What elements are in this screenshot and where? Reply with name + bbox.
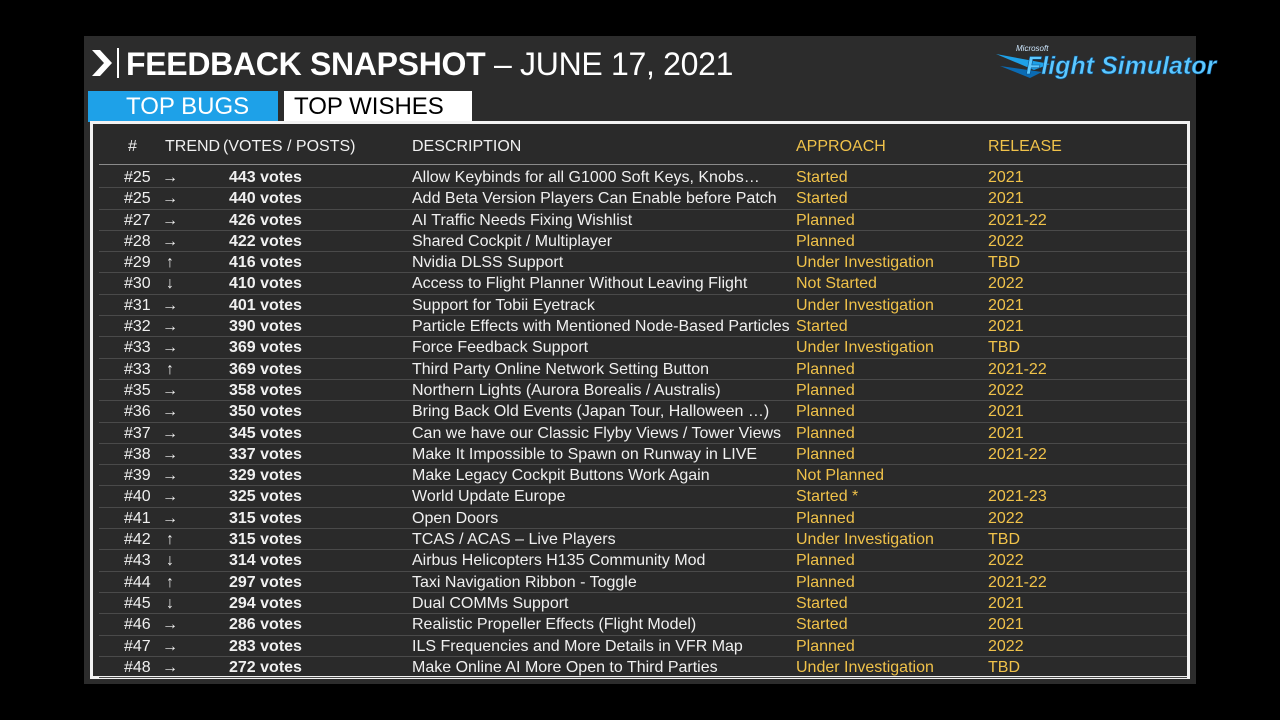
trend-arrow-icon: → — [162, 658, 178, 676]
row-description: Support for Tobii Eyetrack — [412, 296, 595, 314]
table-row — [99, 359, 1187, 380]
trend-arrow-icon: → — [162, 296, 178, 314]
row-description: Access to Flight Planner Without Leaving Flight — [412, 275, 748, 293]
row-approach: Planned — [796, 381, 855, 399]
row-rank: #39 — [124, 467, 151, 485]
row-description: AI Traffic Needs Fixing Wishlist — [412, 211, 633, 229]
row-approach: Started — [796, 594, 848, 612]
tab-top-wishes[interactable]: TOP WISHES — [284, 91, 472, 122]
row-votes: 369 votes — [229, 339, 302, 357]
row-votes: 440 votes — [229, 190, 302, 208]
row-release: 2021 — [988, 403, 1024, 421]
row-description: World Update Europe — [412, 488, 566, 506]
row-release: TBD — [988, 254, 1020, 272]
tab-top-bugs[interactable]: TOP BUGS — [88, 91, 278, 122]
row-approach: Started — [796, 169, 848, 186]
table-row — [99, 593, 1187, 614]
row-approach: Started — [796, 318, 848, 336]
table-row — [99, 529, 1187, 550]
row-rank: #41 — [124, 509, 151, 527]
trend-arrow-icon: → — [162, 637, 178, 655]
header-divider — [99, 164, 1187, 165]
trend-arrow-icon: → — [162, 339, 178, 357]
title-date: – JUNE 17, 2021 — [493, 46, 734, 82]
table-row — [99, 508, 1187, 529]
logo-text: Flight Simulator — [1026, 52, 1217, 80]
row-rank: #46 — [124, 616, 151, 634]
row-description: Make Online AI More Open to Third Parties — [412, 658, 718, 676]
row-rank: #33 — [124, 360, 151, 378]
title-separator — [117, 48, 119, 78]
trend-arrow-icon: → — [162, 381, 178, 399]
row-approach: Started — [796, 616, 848, 634]
row-votes: 401 votes — [229, 296, 302, 314]
row-description: Make Legacy Cockpit Buttons Work Again — [412, 467, 710, 485]
row-approach: Started — [796, 190, 848, 208]
trend-arrow-icon: ↑ — [166, 254, 174, 272]
row-rank: #40 — [124, 488, 151, 506]
table-row — [99, 252, 1187, 273]
row-description: Taxi Navigation Ribbon - Toggle — [412, 573, 637, 591]
row-rank: #42 — [124, 531, 151, 549]
trend-arrow-icon: ↑ — [166, 531, 174, 549]
row-rank: #25 — [124, 169, 151, 186]
trend-arrow-icon: ↑ — [166, 573, 174, 591]
row-description: TCAS / ACAS – Live Players — [412, 531, 616, 549]
row-approach: Planned — [796, 232, 855, 250]
table-row — [99, 444, 1187, 465]
row-description: Realistic Propeller Effects (Flight Model) — [412, 616, 697, 634]
row-votes: 369 votes — [229, 360, 302, 378]
row-approach: Planned — [796, 573, 855, 591]
row-rank: #33 — [124, 339, 151, 357]
title-main: FEEDBACK SNAPSHOT — [126, 46, 486, 82]
trend-arrow-icon: → — [162, 211, 178, 229]
trend-arrow-icon: → — [162, 232, 178, 250]
table-row — [99, 167, 1187, 188]
row-approach: Planned — [796, 424, 855, 442]
row-release: TBD — [988, 531, 1020, 549]
row-rank: #47 — [124, 637, 151, 655]
table-row — [99, 337, 1187, 358]
row-release: 2021-22 — [988, 211, 1047, 229]
row-approach: Under Investigation — [796, 531, 934, 549]
row-approach: Planned — [796, 403, 855, 421]
row-description: Add Beta Version Players Can Enable before Patch — [412, 190, 777, 208]
row-description: Airbus Helicopters H135 Community Mod — [412, 552, 706, 570]
row-votes: 337 votes — [229, 445, 302, 463]
col-header-trend: TREND — [165, 138, 221, 155]
table-body — [99, 167, 1187, 678]
row-rank: #44 — [124, 573, 151, 591]
row-description: Open Doors — [412, 509, 499, 527]
row-description: Third Party Online Network Setting Button — [412, 360, 710, 378]
row-votes: 294 votes — [229, 594, 302, 612]
row-rank: #36 — [124, 403, 151, 421]
table-row — [99, 657, 1187, 678]
col-header-approach: APPROACH — [796, 138, 886, 155]
trend-arrow-icon: → — [162, 169, 178, 186]
table-row — [99, 465, 1187, 486]
trend-arrow-icon: → — [162, 190, 178, 208]
row-votes: 443 votes — [229, 169, 302, 186]
row-release: 2022 — [988, 509, 1024, 527]
row-votes: 422 votes — [229, 232, 302, 250]
row-rank: #43 — [124, 552, 151, 570]
row-votes: 345 votes — [229, 424, 302, 442]
row-release: 2021-22 — [988, 360, 1047, 378]
table-row — [99, 572, 1187, 593]
row-release: 2021 — [988, 424, 1024, 442]
row-votes: 272 votes — [229, 658, 302, 676]
row-release: 2022 — [988, 637, 1024, 655]
row-rank: #31 — [124, 296, 151, 314]
row-release: 2021 — [988, 169, 1024, 186]
row-release: 2021 — [988, 594, 1024, 612]
row-description: Bring Back Old Events (Japan Tour, Halloween …) — [412, 403, 770, 421]
row-votes: 350 votes — [229, 403, 302, 421]
row-description: Can we have our Classic Flyby Views / Tower Views — [412, 424, 782, 442]
row-approach: Under Investigation — [796, 339, 934, 357]
row-votes: 329 votes — [229, 467, 302, 485]
trend-arrow-icon: → — [162, 445, 178, 463]
row-rank: #35 — [124, 381, 151, 399]
row-votes: 283 votes — [229, 637, 302, 655]
row-rank: #30 — [124, 275, 151, 293]
row-rank: #27 — [124, 211, 151, 229]
table-row — [99, 401, 1187, 422]
row-release: 2021-23 — [988, 488, 1047, 506]
row-release: 2021 — [988, 616, 1024, 634]
row-release: TBD — [988, 658, 1020, 676]
chevron-right-icon — [90, 48, 114, 78]
page-title — [126, 44, 733, 84]
row-rank: #45 — [124, 594, 151, 612]
row-rank: #48 — [124, 658, 151, 676]
row-description: Particle Effects with Mentioned Node-Based Particles — [412, 318, 790, 336]
row-release: 2021-22 — [988, 573, 1047, 591]
trend-arrow-icon: ↓ — [166, 594, 174, 612]
row-release: 2021 — [988, 296, 1024, 314]
trend-arrow-icon: → — [162, 403, 178, 421]
row-rank: #37 — [124, 424, 151, 442]
flight-simulator-logo — [990, 40, 1217, 86]
row-rank: #29 — [124, 254, 151, 272]
col-header-votes: (VOTES / POSTS) — [223, 138, 356, 155]
row-approach: Planned — [796, 552, 855, 570]
row-approach: Under Investigation — [796, 658, 934, 676]
row-votes: 426 votes — [229, 211, 302, 229]
trend-arrow-icon: → — [162, 616, 178, 634]
row-release: 2021 — [988, 190, 1024, 208]
table-row — [99, 273, 1187, 294]
row-release: 2022 — [988, 552, 1024, 570]
table-row — [99, 316, 1187, 337]
table-row — [99, 423, 1187, 444]
col-header-description: DESCRIPTION — [412, 138, 522, 155]
row-rank: #25 — [124, 190, 151, 208]
row-votes: 286 votes — [229, 616, 302, 634]
row-rank: #28 — [124, 232, 151, 250]
row-votes: 315 votes — [229, 509, 302, 527]
row-votes: 410 votes — [229, 275, 302, 293]
col-header-rank: # — [128, 138, 137, 155]
row-description: Northern Lights (Aurora Borealis / Australis) — [412, 381, 721, 399]
trend-arrow-icon: ↓ — [166, 552, 174, 570]
row-release: 2022 — [988, 232, 1024, 250]
row-votes: 314 votes — [229, 552, 302, 570]
row-approach: Not Started — [796, 275, 877, 293]
col-header-release: RELEASE — [988, 138, 1062, 155]
trend-arrow-icon: ↑ — [166, 360, 174, 378]
row-votes: 390 votes — [229, 318, 302, 336]
row-release: TBD — [988, 339, 1020, 357]
row-approach: Not Planned — [796, 467, 885, 485]
row-votes: 325 votes — [229, 488, 302, 506]
row-release: 2022 — [988, 275, 1024, 293]
trend-arrow-icon: → — [162, 424, 178, 442]
row-approach: Started * — [796, 488, 859, 506]
row-votes: 315 votes — [229, 531, 302, 549]
row-approach: Planned — [796, 211, 855, 229]
snapshot-panel — [84, 36, 1217, 684]
row-votes: 358 votes — [229, 381, 302, 399]
row-release: 2021-22 — [988, 445, 1047, 463]
row-approach: Under Investigation — [796, 254, 934, 272]
table-row — [99, 380, 1187, 401]
row-description: ILS Frequencies and More Details in VFR Map — [412, 637, 743, 655]
table-row — [99, 614, 1187, 635]
trend-arrow-icon: → — [162, 509, 178, 527]
row-rank: #32 — [124, 318, 151, 336]
row-approach: Planned — [796, 445, 855, 463]
trend-arrow-icon: → — [162, 488, 178, 506]
row-approach: Planned — [796, 360, 855, 378]
row-approach: Under Investigation — [796, 296, 934, 314]
table-row — [99, 210, 1187, 231]
trend-arrow-icon: → — [162, 318, 178, 336]
row-description: Force Feedback Support — [412, 339, 589, 357]
row-approach: Planned — [796, 637, 855, 655]
logo-small-text: Microsoft — [1016, 44, 1049, 53]
trend-arrow-icon: → — [162, 467, 178, 485]
table-row — [99, 295, 1187, 316]
row-description: Make It Impossible to Spawn on Runway in LIVE — [412, 445, 758, 463]
row-votes: 416 votes — [229, 254, 302, 272]
row-description: Nvidia DLSS Support — [412, 254, 564, 272]
table-row — [99, 486, 1187, 507]
row-description: Shared Cockpit / Multiplayer — [412, 232, 613, 250]
table-row — [99, 231, 1187, 252]
row-approach: Planned — [796, 509, 855, 527]
row-votes: 297 votes — [229, 573, 302, 591]
table-row — [99, 636, 1187, 657]
row-description: Allow Keybinds for all G1000 Soft Keys, Knobs… — [412, 169, 760, 186]
table-row — [99, 550, 1187, 571]
wishes-table — [90, 121, 1190, 679]
row-description: Dual COMMs Support — [412, 594, 569, 612]
table-row — [99, 188, 1187, 209]
trend-arrow-icon: ↓ — [166, 275, 174, 293]
row-release: 2022 — [988, 381, 1024, 399]
row-release: 2021 — [988, 318, 1024, 336]
row-rank: #38 — [124, 445, 151, 463]
